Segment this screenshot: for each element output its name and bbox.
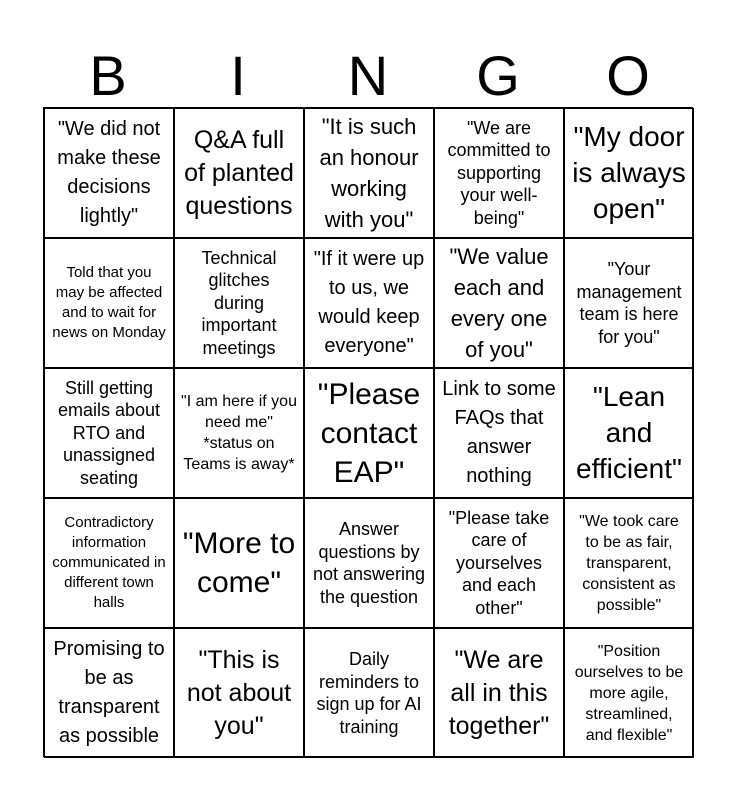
cell-text: Daily reminders to sign up for AI training bbox=[316, 649, 422, 737]
cell-text: Promising to be as transparent as possible bbox=[53, 638, 165, 747]
cell-text: Answer questions by not answering the question bbox=[312, 519, 426, 607]
bingo-cell[interactable] bbox=[174, 498, 304, 628]
cell-text: Q&A full of planted questions bbox=[184, 125, 294, 220]
bingo-cell[interactable] bbox=[434, 238, 564, 368]
bingo-cell[interactable] bbox=[564, 368, 694, 498]
bingo-cell[interactable] bbox=[434, 628, 564, 758]
cell-text: "We are all in this together" bbox=[448, 645, 550, 740]
bingo-cell[interactable] bbox=[564, 628, 694, 758]
bingo-cell[interactable] bbox=[434, 368, 564, 498]
cell-text: "Please take care of yourselves and each other" bbox=[448, 507, 550, 618]
bingo-cell[interactable] bbox=[44, 498, 174, 628]
cell-text: "We took care to be as fair, transparent, consistent as possible" bbox=[579, 512, 679, 614]
bingo-cell[interactable] bbox=[304, 238, 434, 368]
bingo-cell[interactable] bbox=[174, 238, 304, 368]
cell-text: Still getting emails about RTO and unassigned seating bbox=[57, 377, 161, 488]
bingo-header bbox=[43, 44, 693, 108]
bingo-cell[interactable] bbox=[44, 628, 174, 758]
bingo-cell[interactable] bbox=[564, 108, 694, 238]
cell-text: "We did not make these decisions lightly" bbox=[57, 118, 161, 227]
bingo-cell[interactable] bbox=[434, 498, 564, 628]
bingo-cell[interactable] bbox=[434, 108, 564, 238]
header-letter-n: N bbox=[347, 44, 389, 107]
header-letter-i: I bbox=[230, 44, 246, 107]
bingo-cell[interactable] bbox=[44, 238, 174, 368]
cell-text: Technical glitches during important meetings bbox=[201, 247, 277, 358]
bingo-cell[interactable] bbox=[304, 368, 434, 498]
cell-text: "Please contact EAP" bbox=[317, 377, 421, 489]
cell-text: "This is not about you" bbox=[186, 645, 292, 740]
cell-text: "If it were up to us, we would keep everyone" bbox=[313, 248, 425, 357]
bingo-cell[interactable] bbox=[174, 368, 304, 498]
bingo-cell[interactable] bbox=[44, 368, 174, 498]
cell-text: Contradictory information communicated in different town halls bbox=[52, 514, 166, 611]
bingo-cell[interactable] bbox=[304, 628, 434, 758]
bingo-cell[interactable] bbox=[304, 498, 434, 628]
cell-text: "Your management team is here for you" bbox=[576, 259, 682, 347]
header-letter-b: B bbox=[89, 44, 127, 107]
bingo-cell[interactable] bbox=[304, 108, 434, 238]
cell-text: "We value each and every one of you" bbox=[449, 244, 549, 362]
cell-text: "I am here if you need me" *status on Teams is away* bbox=[181, 393, 297, 473]
cell-text: "We are committed to supporting your well-being" bbox=[447, 117, 551, 228]
cell-text: "It is such an honour working with you" bbox=[319, 114, 419, 232]
bingo-cell[interactable] bbox=[564, 238, 694, 368]
bingo-cell[interactable] bbox=[564, 498, 694, 628]
bingo-grid bbox=[43, 107, 693, 757]
cell-text: "Position ourselves to be more agile, streamlined, and flexible" bbox=[574, 642, 684, 744]
header-letter-g: G bbox=[476, 44, 520, 107]
bingo-cell[interactable] bbox=[44, 108, 174, 238]
bingo-cell[interactable] bbox=[174, 628, 304, 758]
cell-text: Told that you may be affected and to wait for news on Monday bbox=[52, 264, 166, 341]
cell-text: "Lean and efficient" bbox=[576, 381, 682, 484]
cell-text: "More to come" bbox=[182, 527, 296, 599]
header-letter-o: O bbox=[606, 44, 650, 107]
cell-text: "My door is always open" bbox=[572, 121, 686, 224]
bingo-cell[interactable] bbox=[174, 108, 304, 238]
cell-text: Link to some FAQs that answer nothing bbox=[442, 378, 556, 487]
